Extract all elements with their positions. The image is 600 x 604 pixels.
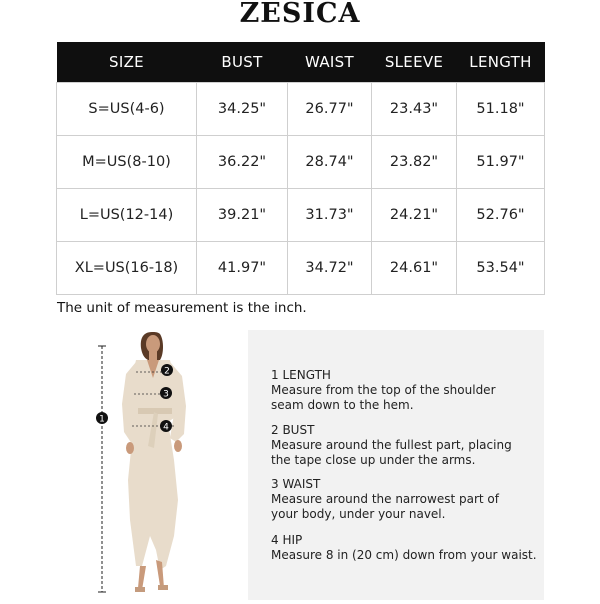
table-cell-size: S=US(4-6) (57, 83, 197, 136)
guide-item-hip (271, 533, 537, 563)
table-row (57, 136, 545, 189)
table-cell-length: 53.54" (457, 242, 545, 295)
table-header-row (57, 42, 545, 83)
table-row (57, 242, 545, 295)
table-cell-length: 52.76" (457, 189, 545, 242)
svg-text:1: 1 (99, 414, 105, 425)
marker-1 (96, 412, 108, 425)
left-leg-shape (138, 566, 146, 590)
left-shoe-shape (135, 587, 145, 592)
guide-title: 3 WAIST (271, 477, 321, 491)
table-cell-waist: 26.77" (288, 83, 372, 136)
table-cell-waist: 28.74" (288, 136, 372, 189)
guide-item-waist (271, 477, 499, 522)
table-cell-size: L=US(12-14) (57, 189, 197, 242)
guide-title: 4 HIP (271, 533, 303, 547)
guide-item-bust (271, 423, 512, 468)
size-chart-table (56, 42, 545, 295)
model-illustration (56, 330, 236, 600)
table-cell-bust: 39.21" (197, 189, 288, 242)
table-cell-waist: 31.73" (288, 189, 372, 242)
guide-desc-line: Measure around the narrowest part of (271, 492, 499, 506)
left-hand-shape (126, 442, 134, 454)
table-cell-bust: 34.25" (197, 83, 288, 136)
length-guide-line (98, 346, 106, 592)
table-row (57, 189, 545, 242)
table-cell-sleeve: 23.43" (372, 83, 457, 136)
guide-desc-line: the tape close up under the arms. (271, 453, 476, 467)
table-cell-length: 51.97" (457, 136, 545, 189)
table-cell-sleeve: 23.82" (372, 136, 457, 189)
table-cell-size: M=US(8-10) (57, 136, 197, 189)
neck-shape (149, 350, 157, 360)
header-sleeve: SLEEVE (372, 42, 457, 83)
guide-desc-line: seam down to the hem. (271, 398, 414, 412)
svg-text:2: 2 (164, 366, 170, 377)
table-cell-bust: 41.97" (197, 242, 288, 295)
svg-text:4: 4 (163, 422, 169, 433)
table-cell-sleeve: 24.61" (372, 242, 457, 295)
guide-desc-line: Measure 8 in (20 cm) down from your waist. (271, 548, 537, 562)
unit-note: The unit of measurement is the inch. (57, 300, 307, 316)
header-waist: WAIST (288, 42, 372, 83)
guide-desc-line: Measure around the fullest part, placing (271, 438, 512, 452)
guide-desc-line: Measure from the top of the shoulder (271, 383, 496, 397)
guide-desc-line: your body, under your navel. (271, 507, 446, 521)
guide-item-length (271, 368, 496, 413)
header-bust: BUST (197, 42, 288, 83)
right-hand-shape (174, 440, 182, 452)
measurement-guide-panel (248, 330, 544, 600)
header-length: LENGTH (457, 42, 545, 83)
header-size: SIZE (57, 42, 197, 83)
right-shoe-shape (158, 585, 168, 590)
guide-title: 2 BUST (271, 423, 315, 437)
table-row (57, 83, 545, 136)
table-cell-sleeve: 24.21" (372, 189, 457, 242)
table-cell-size: XL=US(16-18) (57, 242, 197, 295)
model-figure (56, 330, 236, 600)
table-cell-length: 51.18" (457, 83, 545, 136)
brand-logo: ZESICA (239, 0, 361, 29)
table-cell-waist: 34.72" (288, 242, 372, 295)
guide-title: 1 LENGTH (271, 368, 331, 382)
table-cell-bust: 36.22" (197, 136, 288, 189)
svg-text:3: 3 (163, 389, 169, 400)
